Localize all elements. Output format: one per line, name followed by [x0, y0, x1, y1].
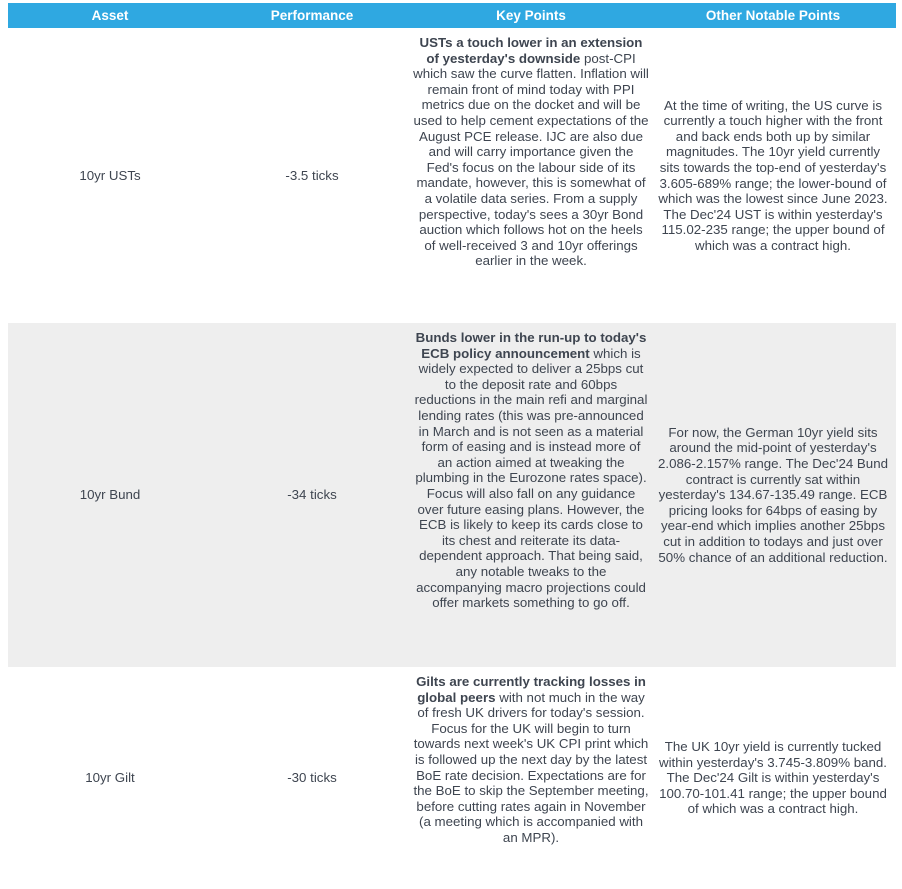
column-header-asset: Asset [91, 8, 129, 23]
asset-cell: 10yr Bund [79, 487, 141, 503]
asset-cell: 10yr USTs [79, 167, 141, 183]
performance-cell: -3.5 ticks [285, 167, 339, 183]
other-notable-points-cell [650, 28, 896, 323]
key-points-body-text: with not much in the way of fresh UK drivers for today's session. Focus for the UK will begin to turn towards next week's UK CPI print which is followed up the next day by the latest BoE rate decision. Expectations are for the BoE to skip the September meeting, before cutting rates again in November (a meeting which is accompanied with an MPR). [413, 689, 649, 845]
asset-cell: 10yr Gilt [85, 770, 135, 786]
other-notable-points-text: The UK 10yr yield is currently tucked within yesterday's 3.745-3.809% band. The Dec'24 Gilt is within yesterday's 100.70-101.41 range; the upper bound of which was a contract high. [659, 739, 887, 817]
key-points-body-text: which is widely expected to deliver a 25bps cut to the deposit rate and 60bps reductions in the main refi and marginal lending rates (this was pre-announced in March and is not seen as a material form of easing and is instead more of an action aimed at tweaking the plumbing in the Eurozone rates space). Focus will also fall on any guidance over future easing plans. However, the ECB is likely to keep its cards close to its chest and reiterate its data-dependent approach. That being said, any notable tweaks to the accompanying macro projections could offer markets something to go off. [414, 345, 648, 611]
table-row-10yr-gilt [8, 667, 896, 889]
table-header-row [8, 3, 896, 28]
other-notable-points-text: For now, the German 10yr yield sits around the mid-point of yesterday's 2.086-2.157% range. The Dec'24 Bund contract is currently sat within yesterday's 134.67-135.49 range. ECB pricing looks for 64bps of easing by year-end which implies another 25bps cut in addition to todays and just over 50% chance of an additional reduction. [658, 424, 888, 565]
key-points-lead-text: USTs a touch lower in an extension of yesterday's downside [419, 35, 643, 66]
other-notable-points-cell [650, 323, 896, 667]
key-points-cell [412, 667, 650, 889]
table-row-10yr-bund [8, 323, 896, 667]
table-row-10yr-usts [8, 28, 896, 323]
column-header-other-notable-points: Other Notable Points [705, 8, 841, 23]
column-header-key-points: Key Points [496, 8, 566, 23]
fixed-income-table [8, 3, 896, 889]
key-points-lead-text: Bunds lower in the run-up to today's ECB policy announcement [415, 330, 647, 361]
column-header-performance: Performance [270, 8, 354, 23]
performance-cell: -30 ticks [287, 770, 337, 786]
key-points-lead-text: Gilts are currently tracking losses in global peers [416, 674, 646, 705]
key-points-body-text: post-CPI which saw the curve flatten. Inflation will remain front of mind today with PPI metrics due on the docket and will be used to help cement expectations of the August PCE release. IJC are also due and will carry importance given the Fed's focus on the labour side of its mandate, however, this is somewhat of a volatile data series. From a supply perspective, today's sees a 30yr Bond auction which follows hot on the heels of well-received 3 and 10yr offerings earlier in the week. [413, 50, 649, 269]
key-points-cell [412, 323, 650, 667]
performance-cell: -34 ticks [287, 487, 337, 503]
other-notable-points-cell [650, 667, 896, 889]
key-points-cell [412, 28, 650, 323]
other-notable-points-text: At the time of writing, the US curve is currently a touch higher with the front and back ends both up by similar magnitudes. The 10yr yield currently sits towards the top-end of yesterday's 3.605-689% range; the lower-bound of which was the lowest since June 2023. The Dec'24 UST is within yesterday's 115.02-235 range; the upper bound of which was a contract high. [658, 97, 888, 253]
